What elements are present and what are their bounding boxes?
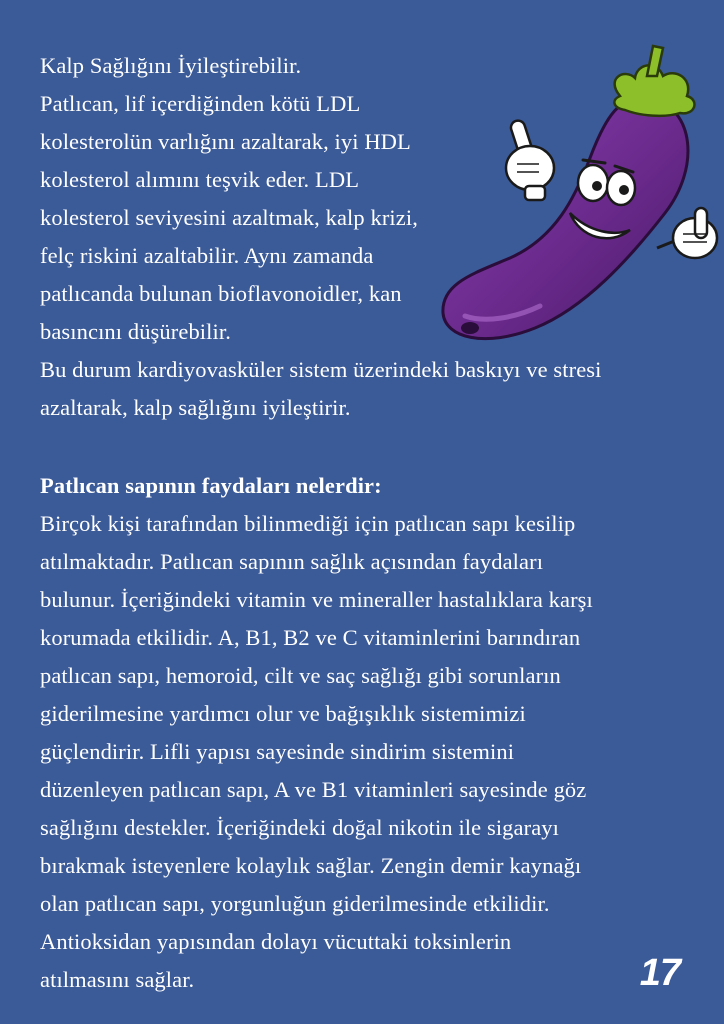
hand-thumbs-up-icon <box>657 208 717 258</box>
hand-pointing-icon <box>506 119 554 200</box>
intro-line: kolesterol seviyesini azaltmak, kalp krizi, <box>40 205 418 230</box>
body-line: giderilmesine yardımcı olur ve bağışıklık sistemimizi <box>40 701 526 726</box>
page-number: 17 <box>639 952 680 994</box>
body-line: sağlığını destekler. İçeriğindeki doğal nikotin ile sigarayı <box>40 815 559 840</box>
intro-line: Bu durum kardiyovasküler sistem üzerindeki baskıyı ve stresi <box>40 357 602 382</box>
body-line: atılmasını sağlar. <box>40 967 195 992</box>
intro-line: patlıcanda bulunan bioflavonoidler, kan <box>40 281 402 306</box>
body-line: bulunur. İçeriğindeki vitamin ve mineraller hastalıklara karşı <box>40 587 593 612</box>
body-line: bırakmak isteyenlere kolaylık sağlar. Zengin demir kaynağı <box>40 853 582 878</box>
intro-line: Patlıcan, lif içerdiğinden kötü LDL <box>40 91 361 116</box>
body-line: güçlendirir. Lifli yapısı sayesinde sindirim sistemini <box>40 739 515 764</box>
intro-line: basıncını düşürebilir. <box>40 319 231 344</box>
body-line: Birçok kişi tarafından bilinmediği için patlıcan sapı kesilip <box>40 511 576 536</box>
intro-line: Kalp Sağlığını İyileştirebilir. <box>40 53 302 78</box>
section-heading: Patlıcan sapının faydaları nelerdir: <box>40 473 382 498</box>
intro-line: kolesterolün varlığını azaltarak, iyi HDL <box>40 129 411 154</box>
body-line: düzenleyen patlıcan sapı, A ve B1 vitaminleri sayesinde göz <box>40 777 587 802</box>
intro-line: felç riskini azaltabilir. Aynı zamanda <box>40 243 374 268</box>
body-line: patlıcan sapı, hemoroid, cilt ve saç sağlığı gibi sorunların <box>40 663 561 688</box>
eggplant-illustration <box>425 38 724 368</box>
intro-line: azaltarak, kalp sağlığını iyileştirir. <box>40 395 351 420</box>
body-line: olan patlıcan sapı, yorgunluğun giderilmesinde etkilidir. <box>40 891 550 916</box>
body-line: atılmaktadır. Patlıcan sapının sağlık açısından faydaları <box>40 549 544 574</box>
stem-icon <box>614 46 694 116</box>
intro-line: kolesterol alımını teşvik eder. LDL <box>40 167 360 192</box>
body-line: Antioksidan yapısından dolayı vücuttaki toksinlerin <box>40 929 512 954</box>
body-line: korumada etkilidir. A, B1, B2 ve C vitaminlerini barındıran <box>40 625 581 650</box>
